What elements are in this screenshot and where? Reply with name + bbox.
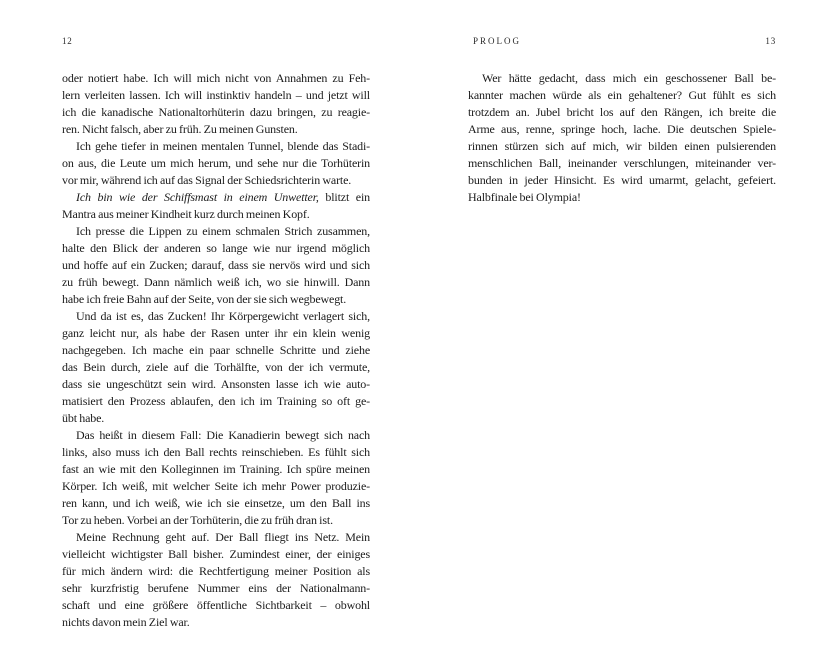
- page-header: [0, 0, 833, 60]
- text-line: [468, 87, 776, 104]
- text-line: [62, 529, 370, 546]
- left-page-text: [62, 70, 370, 631]
- text-line: [468, 172, 776, 189]
- text-run: Und da ist es, das Zucken! Ihr Körpergewicht verlagert sich,: [76, 309, 370, 323]
- text-run: Das heißt in diesem Fall: Die Kanadierin bewegt sich nach: [76, 428, 370, 442]
- text-line: [62, 325, 370, 342]
- text-run: rinnen stürzen sich auf mich, wir bilden einen pulsierenden: [468, 139, 776, 153]
- text-line: [62, 393, 370, 410]
- text-run: menschlichen Ball, ineinander verschlungen, miteinander ver-: [468, 156, 776, 170]
- text-run: vielleicht wichtigster Ball bisher. Zumindest einer, der einiges: [62, 547, 370, 561]
- text-line: [62, 240, 370, 257]
- text-run: Ich gehe tiefer in meinen mentalen Tunnel, blende das Stadi-: [76, 139, 370, 153]
- text-run: Arme aus, renne, springe hoch, lache. Die deutschen Spiele-: [468, 122, 776, 136]
- text-line: [62, 274, 370, 291]
- text-line: [62, 461, 370, 478]
- text-line: [62, 87, 370, 104]
- text-run: ganz leicht nur, als habe der Rasen unter ihr ein klein wenig: [62, 326, 370, 340]
- text-line: [62, 206, 370, 223]
- text-run: Halbfinale bei Olympia!: [468, 190, 581, 204]
- text-line: [62, 223, 370, 240]
- text-run: Mantra aus meiner Kindheit kurz durch meinen Kopf.: [62, 207, 310, 221]
- text-line: [468, 70, 776, 87]
- text-line: [62, 478, 370, 495]
- text-run: on aus, die Leute um mich herum, und sehe nur die Torhüterin: [62, 156, 370, 170]
- text-run: trotzdem an. Jubel bricht los auf den Rängen, ich breite die: [468, 105, 776, 119]
- text-run: ren kann, und ich weiß, wie ich sie einsetze, um den Ball ins: [62, 496, 370, 510]
- text-run: übt habe.: [62, 411, 105, 425]
- text-run: ich die kanadische Nationaltorhüterin dazu bringen, zu reagie-: [62, 105, 370, 119]
- text-run: Körper. Ich weiß, mit welcher Seite ich mehr Power produzie-: [62, 479, 370, 493]
- text-run: Tor zu heben. Vorbei an der Torhüterin, die zu früh dran ist.: [62, 513, 333, 527]
- text-line: [62, 121, 370, 138]
- left-page-number: 12: [62, 36, 73, 46]
- text-run: nichts davon mein Ziel war.: [62, 615, 190, 629]
- text-run: für mich ändern wird: die Rechtfertigung meiner Position als: [62, 564, 370, 578]
- text-run: nachgegeben. Ich mache ein paar schnelle Schritte und ziehe: [62, 343, 370, 357]
- text-line: [62, 563, 370, 580]
- right-page-text: [468, 70, 776, 206]
- text-run: halte den Blick der anderen so lange wie nur irgend möglich: [62, 241, 370, 255]
- text-line: [62, 308, 370, 325]
- text-line: [62, 138, 370, 155]
- text-run: matisiert den Prozess ablaufen, den ich im Training so oft ge-: [62, 394, 370, 408]
- text-run: Ich presse die Lippen zu einem schmalen Strich zusammen,: [76, 224, 370, 238]
- text-line: [62, 291, 370, 308]
- text-run: blitzt ein: [318, 190, 370, 204]
- text-line: [468, 138, 776, 155]
- text-line: [62, 342, 370, 359]
- text-line: [468, 104, 776, 121]
- text-run: links, also muss ich den Ball rechts reinschieben. Es fühlt sich: [62, 445, 370, 459]
- text-run: Wer hätte gedacht, dass mich ein geschossener Ball be-: [482, 71, 776, 85]
- text-run: habe ich freie Bahn auf der Seite, von der sie sich wegbewegt.: [62, 292, 347, 306]
- italic-text-run: Ich bin wie der Schiffsmast in einem Unwetter,: [76, 190, 319, 204]
- chapter-title: PROLOG: [473, 36, 522, 46]
- text-line: [62, 580, 370, 597]
- text-run: zu früh bewegt. Dann nämlich weiß ich, wo sie hinwill. Dann: [62, 275, 370, 289]
- text-line: [62, 70, 370, 87]
- text-line: [62, 546, 370, 563]
- text-line: [62, 376, 370, 393]
- text-run: lern verleiten lassen. Ich will instinktiv handeln – und jetzt will: [62, 88, 370, 102]
- text-run: ren. Nicht falsch, aber zu früh. Zu meinen Gunsten.: [62, 122, 298, 136]
- right-page-number: 13: [765, 36, 776, 46]
- text-line: [468, 189, 776, 206]
- text-run: Meine Rechnung geht auf. Der Ball fliegt ins Netz. Mein: [76, 530, 370, 544]
- text-line: [62, 512, 370, 529]
- text-line: [62, 614, 370, 631]
- text-run: das Bein durch, ziele auf die Torhälfte, von der ich vermute,: [62, 360, 370, 374]
- text-line: [62, 172, 370, 189]
- text-run: dass sie ungeschützt sein wird. Ansonsten lasse ich wie auto-: [62, 377, 370, 391]
- text-run: fast an wie mit den Kolleginnen im Training. Ich spüre meinen: [62, 462, 370, 476]
- text-line: [62, 495, 370, 512]
- text-run: oder notiert habe. Ich will mich nicht von Annahmen zu Feh-: [62, 71, 370, 85]
- text-line: [62, 359, 370, 376]
- text-line: [468, 121, 776, 138]
- text-line: [62, 189, 370, 206]
- text-line: [62, 155, 370, 172]
- text-run: und hoffe auf ein Zucken; darauf, dass sie nervös wird und sich: [62, 258, 370, 272]
- text-run: kannter machen würde als ein gehaltener? Gut fühlt es sich: [468, 88, 776, 102]
- text-line: [62, 444, 370, 461]
- text-line: [468, 155, 776, 172]
- text-run: vor mir, während ich auf das Signal der Schiedsrichterin warte.: [62, 173, 352, 187]
- text-line: [62, 410, 370, 427]
- text-run: schaft und eine größere öffentliche Sichtbarkeit – obwohl: [62, 598, 370, 612]
- text-line: [62, 104, 370, 121]
- text-run: sehr kurzfristig berufene Nummer eins der Nationalmann-: [62, 581, 370, 595]
- text-line: [62, 597, 370, 614]
- text-line: [62, 427, 370, 444]
- text-line: [62, 257, 370, 274]
- text-run: bunden in jeder Hinsicht. Es wird umarmt, gelacht, gefeiert.: [468, 173, 776, 187]
